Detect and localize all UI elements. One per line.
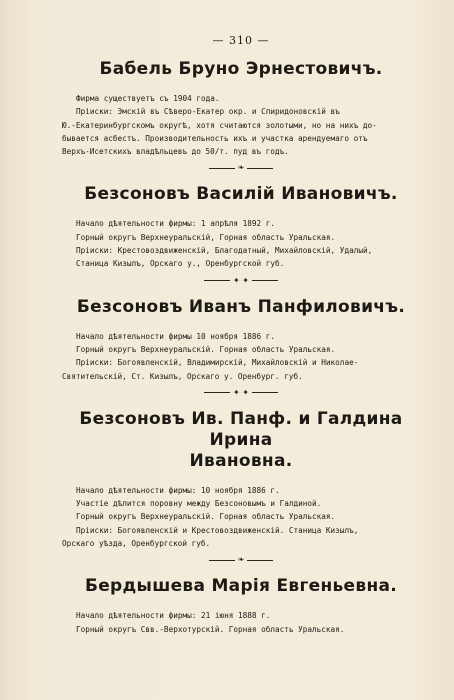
- entry-line: Начало дѣятельности фирмы: 21 iюня 1888 г.: [76, 611, 271, 621]
- entry-title-continued: Ивановна.: [189, 450, 293, 471]
- ornament-icon: ❧: [237, 555, 245, 565]
- entry-line: Начало дѣятельности фирмы: 10 ноября 1886 г.: [76, 485, 280, 495]
- ornament-icon: ❧: [237, 163, 245, 173]
- entry-line: Горный округъ Верхнеуральскiй, Горная область Уральская.: [76, 232, 336, 242]
- entry-line: Начало дѣятельности фирмы 10 ноября 1886 г.: [76, 331, 276, 341]
- entry-line: Прiиски: Крестовоздвиженскiй, Благодатный, Михайловскiй, Удалый,: [76, 246, 373, 256]
- entry-babel: [62, 59, 420, 158]
- entry-line: Горный округъ Верхнеуральскiй. Горная область Уральская.: [76, 344, 336, 354]
- section-divider: [62, 277, 420, 285]
- section-divider: [62, 556, 420, 564]
- entry-title: Безсоновъ Иванъ Панфиловичъ.: [76, 296, 406, 317]
- entry-bezsonov-vasily: [62, 184, 420, 270]
- entry-title: Бабель Бруно Эрнестовичъ.: [99, 59, 383, 79]
- entry-line: Ю.-Екатеринбургскомъ округѣ, хотя считаются золотыми, но на нихъ до-: [62, 120, 377, 130]
- entry-line: Участiе дѣлится поровну между Безсоновымъ и Галдиной.: [76, 499, 322, 509]
- entry-line: Фирма существуетъ съ 1904 года.: [76, 94, 220, 103]
- entry-line: Прiиски: Богоявленскiй, Владимирскiй, Михайловскiй и Николае-: [76, 358, 359, 368]
- entry-line: Орскаго уѣзда, Оренбургской губ.: [62, 539, 211, 549]
- entry-berdysheva: [62, 576, 420, 636]
- entry-line: Прiиски: Богоявленскiй и Крестовоздвиженскiй. Станица Кизылъ,: [76, 525, 359, 535]
- ornament-icon: ✦ ✦: [233, 275, 249, 285]
- entry-line: Верхъ-Исетскихъ владѣльцевъ до 50/т. пуд въ годъ.: [62, 147, 289, 157]
- ornament-icon: ✦ ✦: [233, 387, 249, 397]
- entry-bezsonov-ivan: [62, 297, 420, 383]
- entry-title: Безсоновъ Василiй Ивановичъ.: [84, 184, 398, 205]
- entry-line: Прiиски: Эмскiй въ Сѣверо-Екатер окр. и Спиридоновскiй въ: [76, 107, 340, 117]
- section-divider: [62, 389, 420, 397]
- entry-line: бывается асбестъ. Производительность ихъ и участка арендуемаго отъ: [62, 133, 368, 143]
- entry-line: Горный округъ Верхнеуральскiй. Горная область Уральская.: [76, 512, 336, 522]
- entry-title: Бердышева Марiя Евгеньевна.: [84, 576, 398, 597]
- entry-title: Безсоновъ Ив. Панф. и Галдина Ирина: [79, 408, 403, 450]
- entry-line: Святительскiй, Ст. Кизылъ, Орскаго у. Оренбург. губ.: [62, 371, 303, 381]
- section-divider: [62, 164, 420, 172]
- page-number: — 310 —: [212, 34, 270, 47]
- entry-line: Горный округъ Свв.-Верхотурскiй. Горная область Уральская.: [76, 624, 345, 634]
- entry-bezsonov-galdina: [62, 409, 420, 550]
- entry-line: Станица Кизылъ, Орскаго у., Оренбургской губ.: [76, 259, 285, 269]
- entry-line: Начало дѣятельности фирмы: 1 апрѣля 1892 г.: [76, 219, 276, 229]
